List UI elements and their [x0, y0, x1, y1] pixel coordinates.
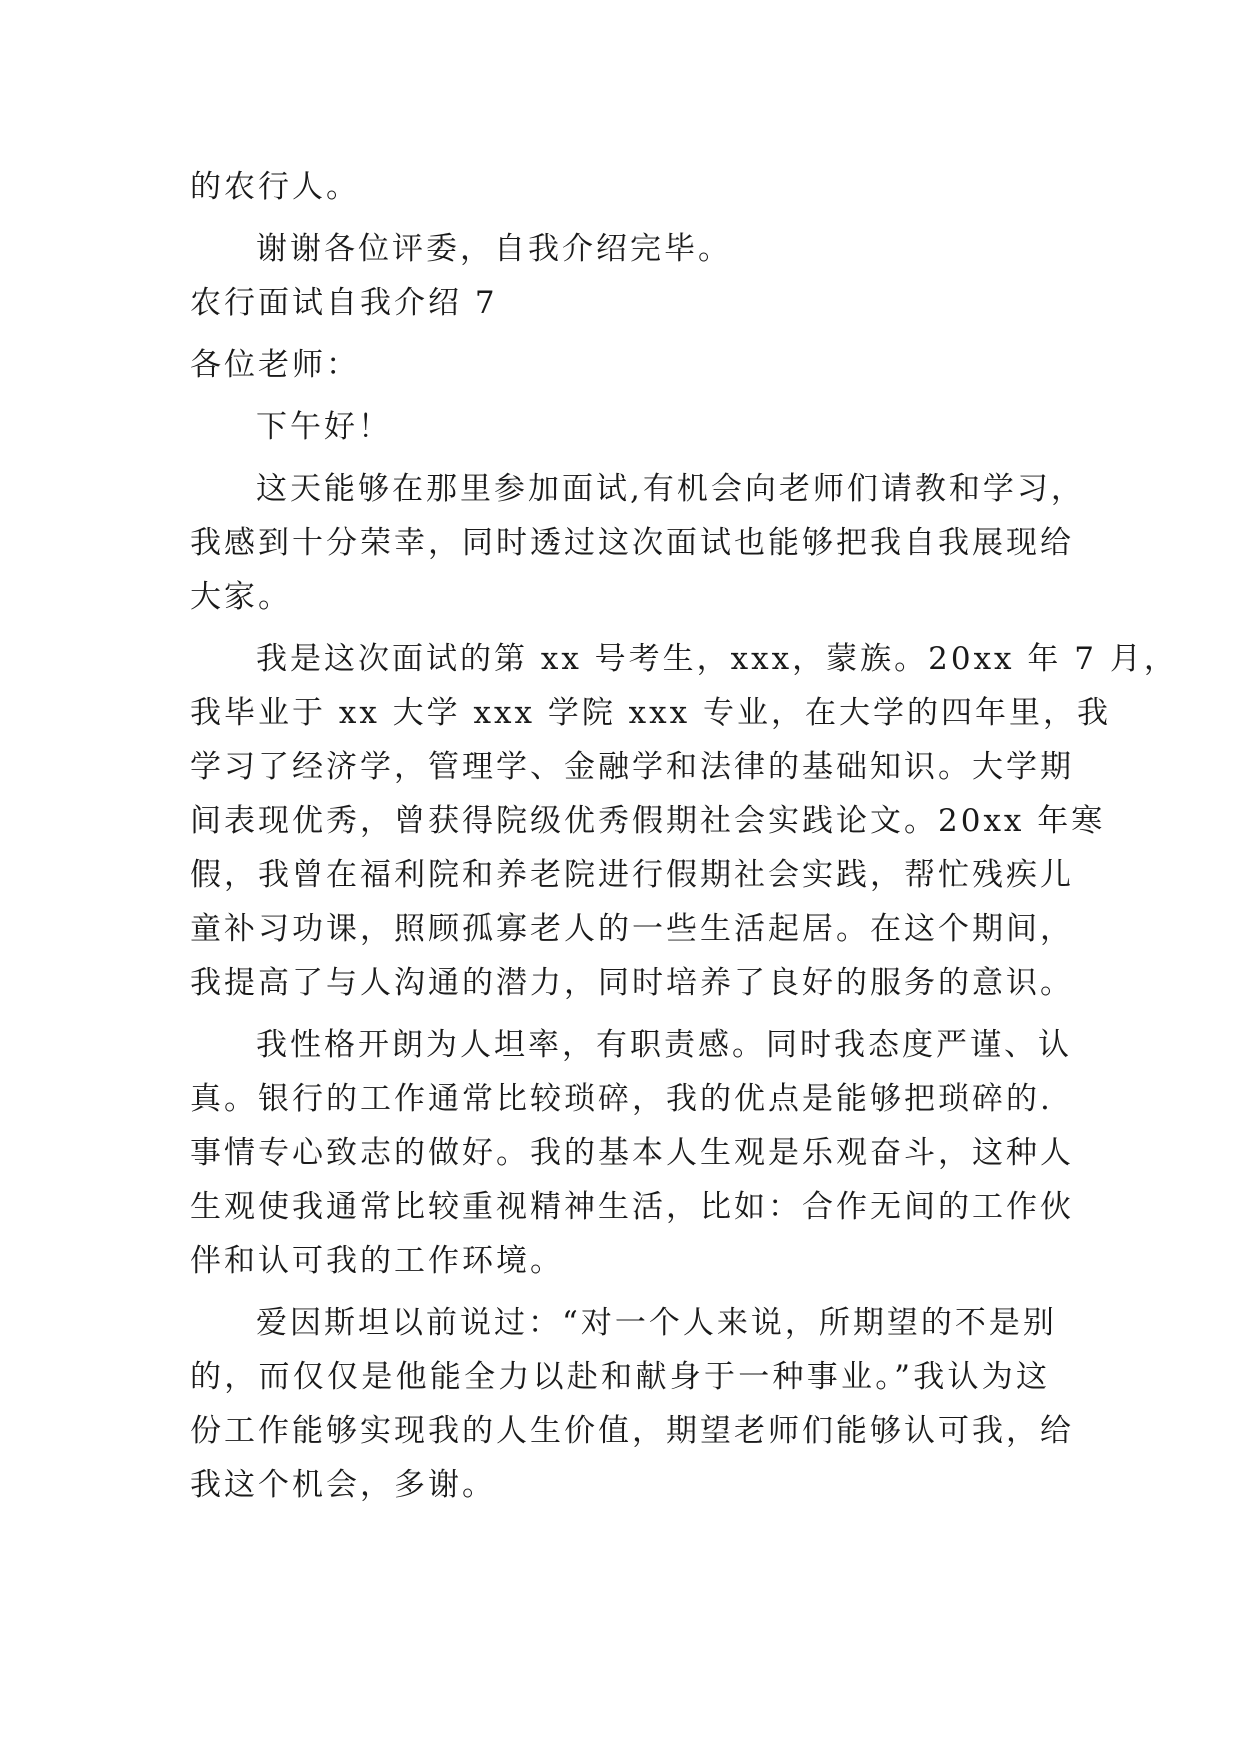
paragraph-personality — [190, 1018, 1074, 1288]
text-line: 这天能够在那里参加面试,有机会向老师们请教和学习， — [256, 471, 1085, 507]
text-line: 我这个机会，多谢。 — [190, 1467, 496, 1503]
text-line: 学习了经济学，管理学、金融学和法律的基础知识。大学期 — [190, 749, 1074, 785]
text-line: 我性格开朗为人坦率，有职责感。同时我态度严谨、认 — [256, 1027, 1072, 1063]
paragraph-conclusion — [190, 1296, 1074, 1512]
text-line: 生观使我通常比较重视精神生活，比如：合作无间的工作伙 — [190, 1189, 1074, 1225]
text-line: 我提高了与人沟通的潜力，同时培养了良好的服务的意识。 — [190, 965, 1074, 1001]
text-line: 爱因斯坦以前说过：“对一个人来说，所期望的不是别 — [256, 1305, 1057, 1341]
text-line: 我感到十分荣幸，同时透过这次面试也能够把我自我展现给 — [190, 525, 1074, 561]
text-line: 农行面试自我介绍 7 — [190, 285, 498, 321]
text-line: 大家。 — [190, 579, 292, 615]
document-body — [190, 160, 1178, 1512]
paragraph-intro — [190, 462, 1085, 624]
text-line: 下午好！ — [256, 409, 392, 445]
salutation — [190, 338, 1050, 392]
text-line: 各位老师： — [190, 347, 360, 383]
text-line: 的，而仅仅是他能全力以赴和献身于一种事业。”我认为这 — [190, 1359, 1050, 1395]
text-line: 的农行人。 — [190, 169, 360, 205]
text-line: 伴和认可我的工作环境。 — [190, 1243, 564, 1279]
text-line: 谢谢各位评委，自我介绍完毕。 — [256, 231, 732, 267]
greeting — [190, 400, 1050, 454]
text-line: 我毕业于 xx 大学 xxx 学院 xxx 专业，在大学的四年里，我 — [190, 695, 1111, 731]
text-line: 份工作能够实现我的人生价值，期望老师们能够认可我，给 — [190, 1413, 1074, 1449]
text-line: 事情专心致志的做好。我的基本人生观是乐观奋斗，这种人 — [190, 1135, 1074, 1171]
text-line: 我是这次面试的第 xx 号考生，xxx，蒙族。20xx 年 7 月， — [256, 641, 1178, 677]
text-line: 童补习功课，照顾孤寡老人的一些生活起居。在这个期间， — [190, 911, 1074, 947]
paragraph-background — [190, 632, 1178, 1010]
text-line: 真。银行的工作通常比较琐碎，我的优点是能够把琐碎的. — [190, 1081, 1053, 1117]
paragraph-thanks — [190, 222, 1050, 276]
paragraph-closing-fragment — [190, 160, 1050, 214]
text-line: 间表现优秀，曾获得院级优秀假期社会实践论文。20xx 年寒 — [190, 803, 1106, 839]
text-line: 假，我曾在福利院和养老院进行假期社会实践，帮忙残疾儿 — [190, 857, 1074, 893]
section-heading — [190, 276, 1050, 330]
